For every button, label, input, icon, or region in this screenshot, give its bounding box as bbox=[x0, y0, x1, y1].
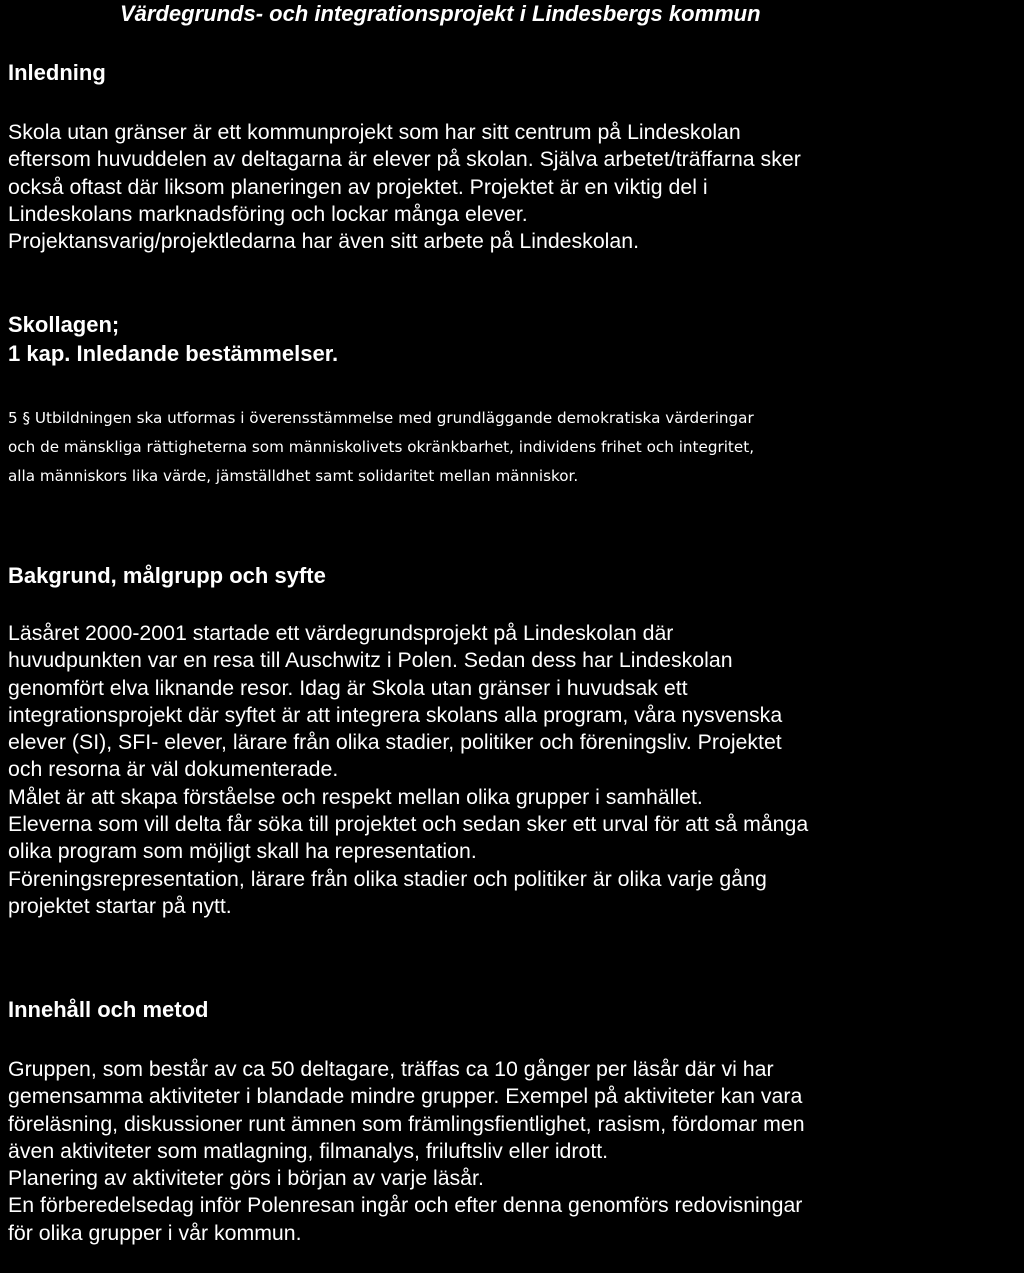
text-line: integrationsprojekt där syftet är att integrera skolans alla program, våra nysvenska bbox=[8, 702, 783, 727]
text-line: Målet är att skapa förståelse och respekt mellan olika grupper i samhället. bbox=[8, 784, 703, 809]
heading-bakgrund: Bakgrund, målgrupp och syfte bbox=[8, 563, 326, 588]
quote-line: och de mänskliga rättigheterna som människolivets okränkbarhet, individens frihet och integritet, bbox=[8, 438, 755, 456]
text-line: och resorna är väl dokumenterade. bbox=[8, 757, 339, 782]
text-line: Projektansvarig/projektledarna har även sitt arbete på Lindeskolan. bbox=[8, 229, 640, 254]
text-line: Gruppen, som består av ca 50 deltagare, träffas ca 10 gånger per läsår där vi har bbox=[8, 1057, 774, 1081]
text-line: föreläsning, diskussioner runt ämnen som främlingsfientlighet, rasism, fördomar men bbox=[8, 1111, 805, 1136]
text-line: projektet startar på nytt. bbox=[8, 893, 232, 918]
text-line: även aktiviteter som matlagning, filmanalys, friluftsliv eller idrott. bbox=[8, 1138, 609, 1163]
text-line: också oftast där liksom planeringen av projektet. Projektet är en viktig del i bbox=[8, 174, 708, 199]
text-line: genomfört elva liknande resor. Idag är Skola utan gränser i huvudsak ett bbox=[8, 675, 688, 700]
paragraph-innehall bbox=[8, 1056, 1022, 1247]
text-line: Läsåret 2000-2001 startade ett värdegrundsprojekt på Lindeskolan där bbox=[8, 621, 674, 645]
paragraph-inledning bbox=[8, 119, 1022, 255]
text-line: huvudpunkten var en resa till Auschwitz i Polen. Sedan dess har Lindeskolan bbox=[8, 648, 733, 673]
text-line: Föreningsrepresentation, lärare från olika stadier och politiker är olika varje gång bbox=[8, 866, 767, 891]
text-line: eftersom huvuddelen av deltagarna är elever på skolan. Själva arbetet/träffarna sker bbox=[8, 147, 801, 172]
heading-skollagen: Skollagen; bbox=[8, 312, 120, 337]
paragraph-bakgrund bbox=[8, 620, 1022, 920]
document-title: Värdegrunds- och integrationsprojekt i Lindesbergs kommun bbox=[120, 1, 761, 26]
text-line: för olika grupper i vår kommun. bbox=[8, 1220, 302, 1245]
text-line: Eleverna som vill delta får söka till projektet och sedan sker ett urval för att så många bbox=[8, 812, 809, 837]
text-line: Skola utan gränser är ett kommunprojekt som har sitt centrum på Lindeskolan bbox=[8, 120, 741, 144]
quote-line: 5 § Utbildningen ska utformas i överensstämmelse med grundläggande demokratiska värderingar bbox=[8, 409, 754, 427]
law-quote bbox=[8, 404, 1018, 491]
text-line: elever (SI), SFI- elever, lärare från olika stadier, politiker och föreningsliv. Projektet bbox=[8, 730, 782, 755]
text-line: gemensamma aktiviteter i blandade mindre grupper. Exempel på aktiviteter kan vara bbox=[8, 1084, 803, 1109]
heading-innehall: Innehåll och metod bbox=[8, 997, 209, 1022]
heading-skollagen-kap: 1 kap. Inledande bestämmelser. bbox=[8, 341, 339, 366]
text-line: En förberedelsedag inför Polenresan ingår och efter denna genomförs redovisningar bbox=[8, 1193, 803, 1218]
text-line: olika program som möjligt skall ha representation. bbox=[8, 839, 477, 864]
quote-line: alla människors lika värde, jämställdhet samt solidaritet mellan människor. bbox=[8, 467, 579, 485]
heading-inledning: Inledning bbox=[8, 60, 106, 85]
text-line: Lindeskolans marknadsföring och lockar många elever. bbox=[8, 201, 528, 226]
text-line: Planering av aktiviteter görs i början av varje läsår. bbox=[8, 1166, 484, 1191]
